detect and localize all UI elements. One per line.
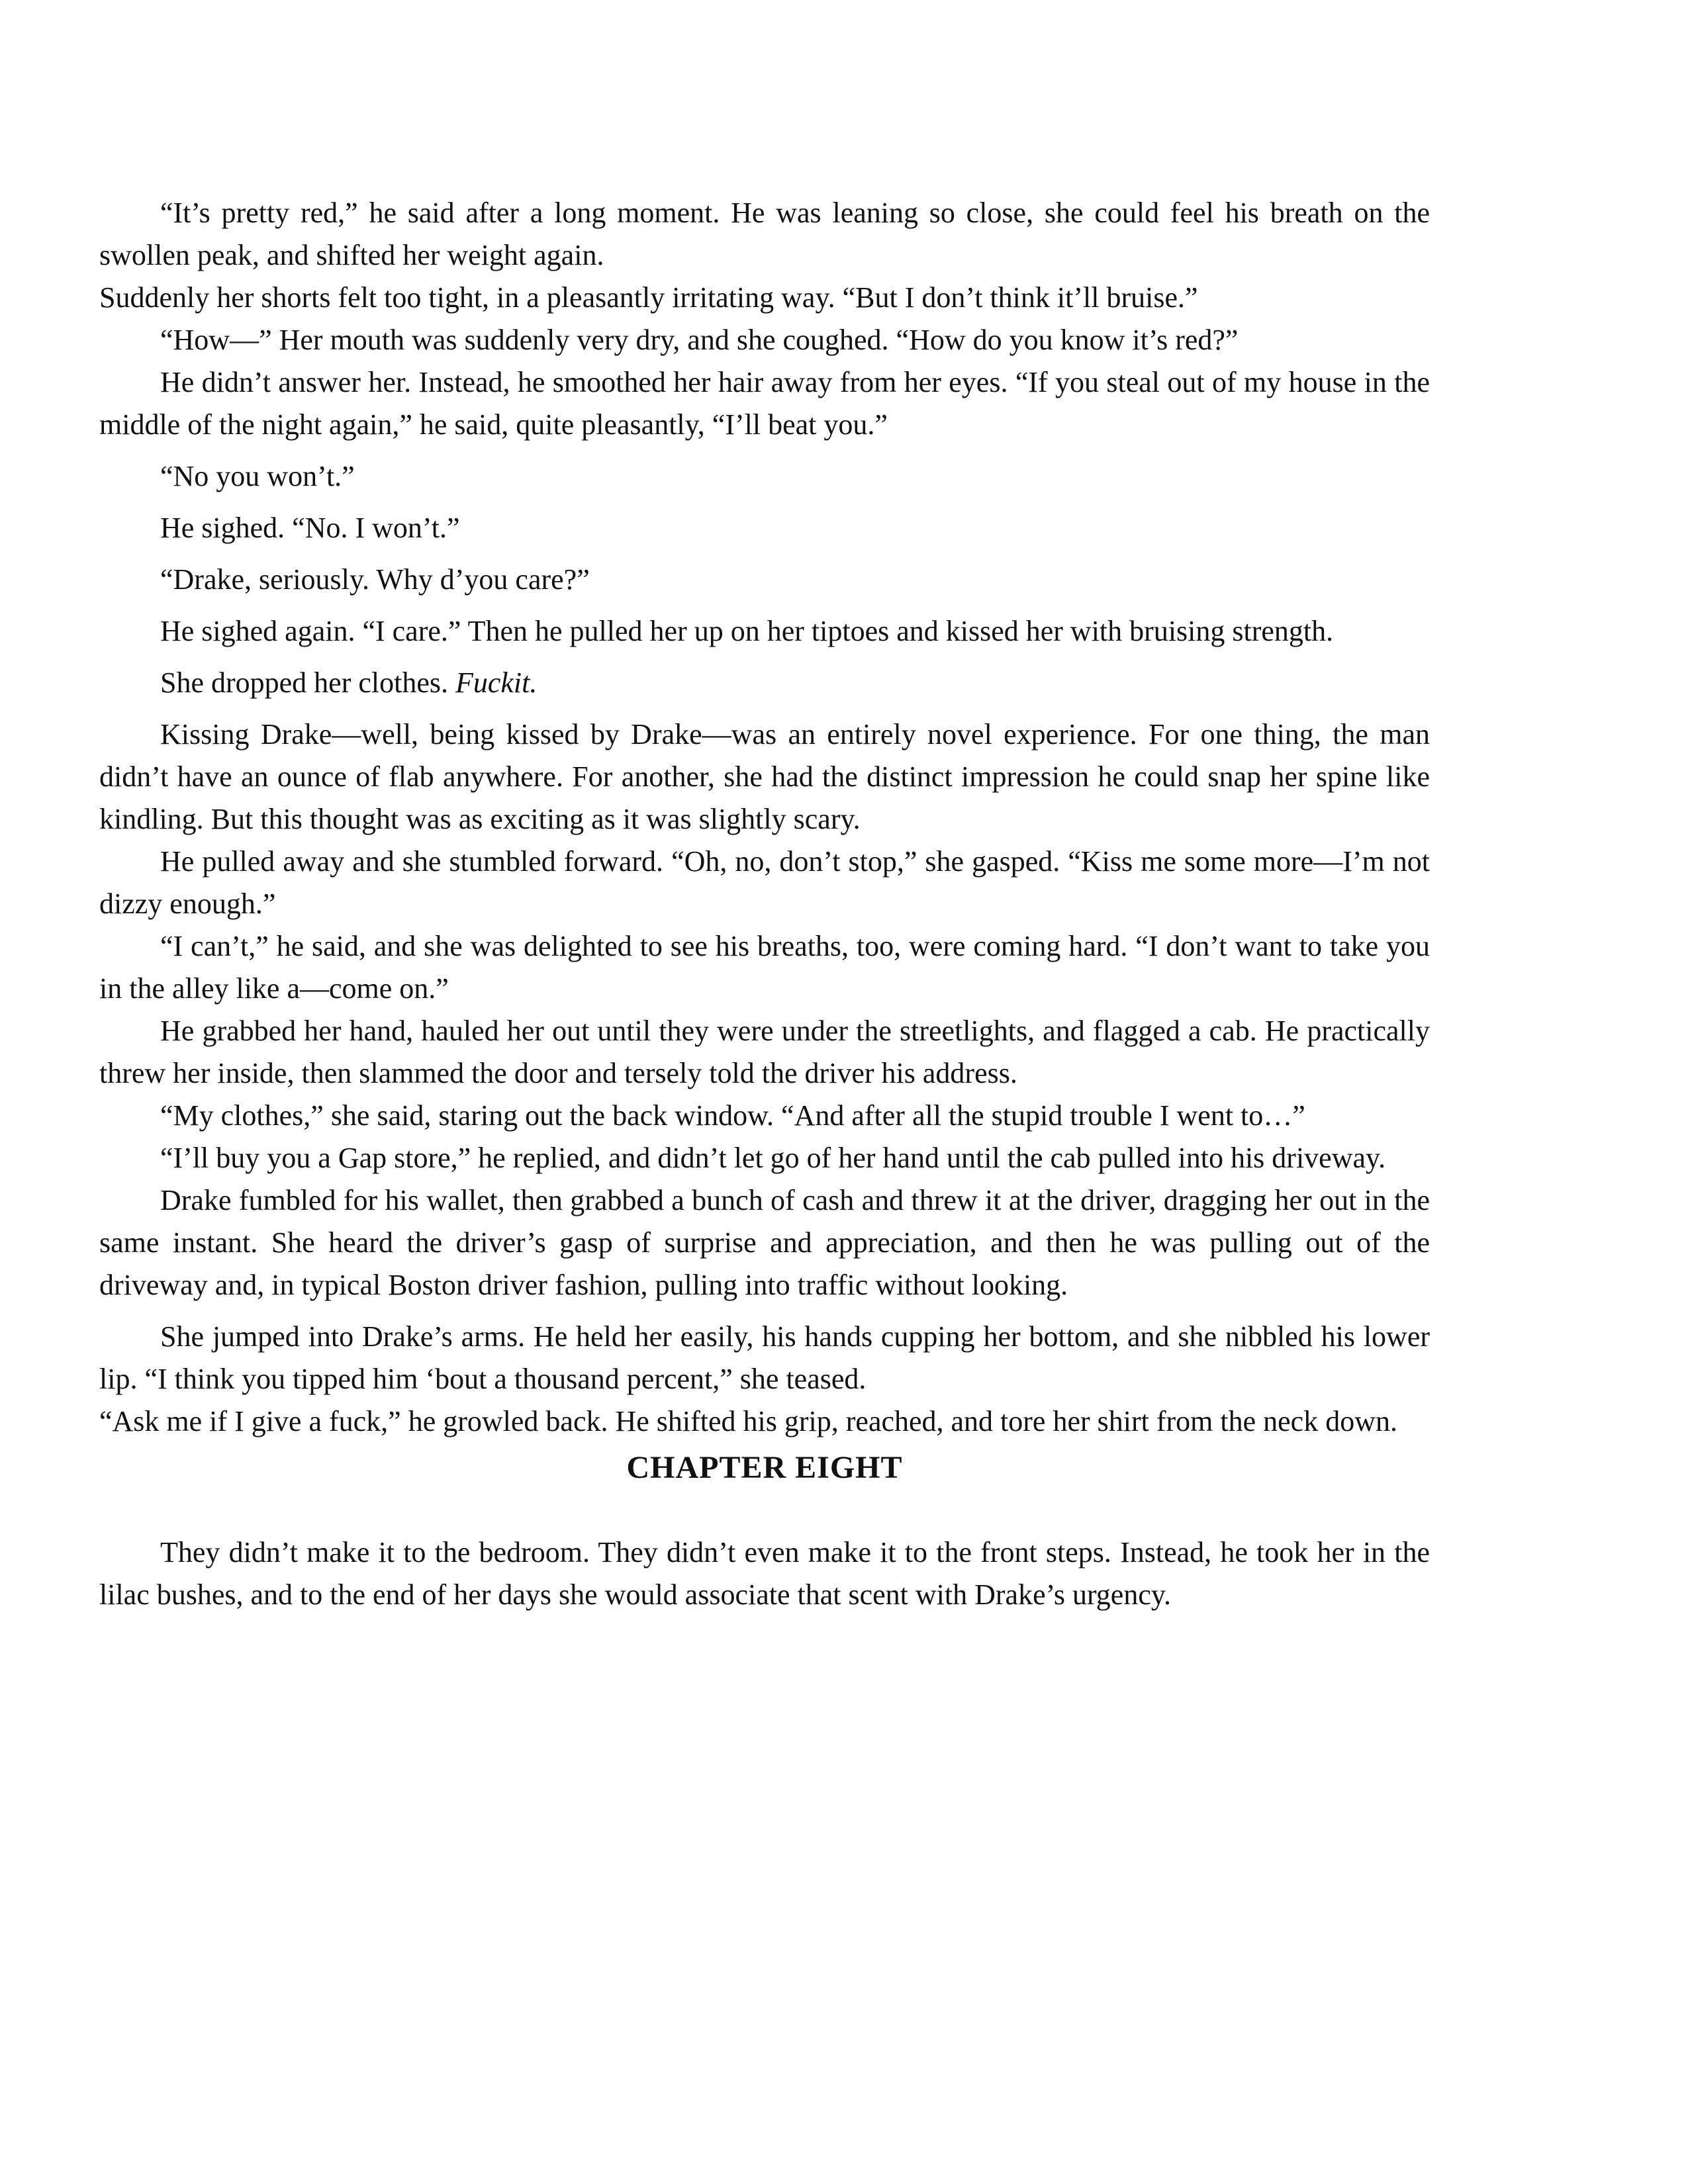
paragraph: Kissing Drake—well, being kissed by Drake—was an entirely novel experience. For one thing, the man didn’t have an ounce of flab anywhere. For another, she had the distinct impression he could snap her spine like kindling. But this thought was as exciting as it was slightly scary. xyxy=(99,718,1430,835)
paragraph-text: She dropped her clothes. xyxy=(160,666,455,699)
paragraph: “How—” Her mouth was suddenly very dry, and she coughed. “How do you know it’s red?” xyxy=(160,324,1239,356)
chapter-heading: CHAPTER EIGHT xyxy=(626,1450,903,1485)
paragraph: He didn’t answer her. Instead, he smoothed her hair away from her eyes. “If you steal out of my house in the middle of the night again,” he said, quite pleasantly, “I’ll beat you.” xyxy=(99,366,1430,441)
paragraph: Drake fumbled for his wallet, then grabbed a bunch of cash and threw it at the driver, dragging her out in the same instant. She heard the driver’s gasp of surprise and appreciation, and then he was pulling out of the driveway and, in typical Boston driver fashion, pulling into traffic without looking. xyxy=(99,1184,1430,1301)
paragraph: They didn’t make it to the bedroom. They didn’t even make it to the front steps. Instead, he took her in the lilac bushes, and to the end of her days she would associate that scent with Drake’s urgency. xyxy=(99,1536,1430,1611)
paragraph: He sighed again. “I care.” Then he pulled her up on her tiptoes and kissed her with bruising strength. xyxy=(160,615,1334,647)
paragraph: “Drake, seriously. Why d’you care?” xyxy=(160,563,590,596)
paragraph: “Ask me if I give a fuck,” he growled back. He shifted his grip, reached, and tore her shirt from the neck down. xyxy=(99,1405,1397,1437)
paragraph-italic-text: Fuckit. xyxy=(455,666,538,699)
document-page xyxy=(99,192,1430,1616)
paragraph: Suddenly her shorts felt too tight, in a pleasantly irritating way. “But I don’t think it’ll bruise.” xyxy=(99,281,1198,314)
paragraph xyxy=(99,662,1430,704)
paragraph: “I’ll buy you a Gap store,” he replied, and didn’t let go of her hand until the cab pulled into his driveway. xyxy=(160,1142,1386,1174)
paragraph: “I can’t,” he said, and she was delighted to see his breaths, too, were coming hard. “I don’t want to take you in the alley like a—come on.” xyxy=(99,930,1430,1005)
paragraph: “It’s pretty red,” he said after a long moment. He was leaning so close, she could feel his breath on the swollen peak, and shifted her weight again. xyxy=(99,197,1430,271)
paragraph: “No you won’t.” xyxy=(160,460,355,492)
paragraph: He pulled away and she stumbled forward. “Oh, no, don’t stop,” she gasped. “Kiss me some more—I’m not dizzy enough.” xyxy=(99,845,1430,920)
paragraph: He grabbed her hand, hauled her out until they were under the streetlights, and flagged a cab. He practically threw her inside, then slammed the door and tersely told the driver his address. xyxy=(99,1015,1430,1089)
chapter-body xyxy=(99,1531,1430,1616)
paragraph: She jumped into Drake’s arms. He held her easily, his hands cupping her bottom, and she nibbled his lower lip. “I think you tipped him ‘bout a thousand percent,” she teased. xyxy=(99,1320,1430,1395)
paragraph: He sighed. “No. I won’t.” xyxy=(160,512,460,544)
paragraph: “My clothes,” she said, staring out the back window. “And after all the stupid trouble I went to…” xyxy=(160,1099,1305,1132)
